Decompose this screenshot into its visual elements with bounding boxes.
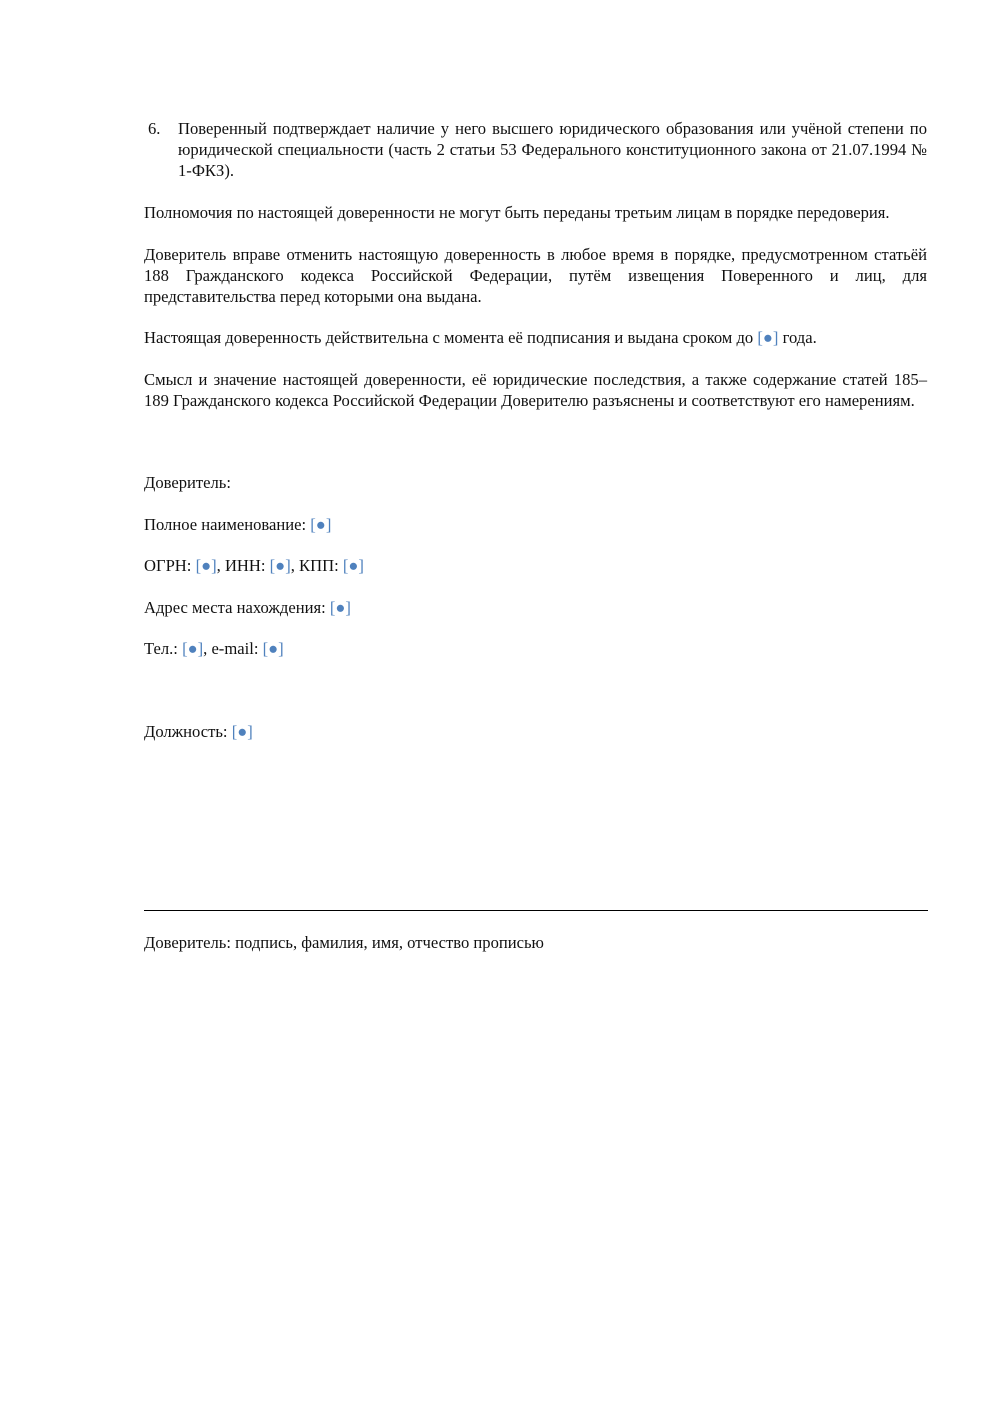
phone-label: Тел.: — [144, 639, 183, 658]
inn-placeholder: [●] — [269, 556, 291, 575]
spacer — [144, 431, 927, 472]
principal-full-name — [144, 514, 927, 535]
kpp-placeholder: [●] — [342, 556, 364, 575]
list-item-text: Поверенный подтверждает наличие у него высшего юридического образования или учёной степени по юридической специальности (часть 2 статьи 53 Федерального конституционного закона от 21.07.1994 № 1-ФКЗ). — [178, 119, 927, 180]
address-placeholder: [●] — [329, 597, 351, 617]
principal-registration-numbers — [144, 555, 927, 576]
list-item-6 — [144, 118, 927, 181]
address-label: Адрес места нахождения: — [144, 597, 330, 617]
signature-caption: Доверитель: подпись, фамилия, имя, отчество прописью — [144, 933, 544, 952]
list-item-number: 6. — [148, 119, 161, 138]
validity-text: Настоящая доверенность действительна с момента её подписания и выдана сроком до — [144, 328, 758, 347]
paragraph-validity — [144, 327, 927, 348]
principal-heading: Доверитель: — [144, 473, 231, 492]
principal-position — [144, 721, 927, 742]
position-label: Должность: — [144, 721, 232, 741]
principal-address — [144, 597, 927, 618]
principal-contacts — [144, 638, 927, 659]
document-body — [144, 118, 927, 762]
full-name-label: Полное наименование: — [144, 514, 311, 534]
ogrn-placeholder: [●] — [195, 556, 217, 575]
spacer — [144, 680, 927, 721]
full-name-placeholder: [●] — [310, 514, 332, 534]
ogrn-label: ОГРН: — [144, 556, 196, 575]
phone-placeholder: [●] — [182, 639, 204, 658]
inn-label: , ИНН: — [216, 556, 270, 575]
paragraph-no-substitution: Полномочия по настоящей доверенности не могут быть переданы третьим лицам в порядке передоверия. — [144, 203, 890, 222]
kpp-label: , КПП: — [290, 556, 343, 575]
email-label: , e-mail: — [203, 639, 263, 658]
validity-placeholder: [●] — [757, 328, 779, 347]
paragraph-meaning: Смысл и значение настоящей доверенности, её юридические последствия, а также содержание статей 185–189 Гражданского кодекса Российской Федерации Доверителю разъяснены и соответствуют его намерениям. — [144, 369, 927, 410]
paragraph-revocation: Доверитель вправе отменить настоящую доверенность в любое время в порядке, предусмотренном статьёй 188 Гражданского кодекса Российской Федерации, путём извещения Поверенного и лиц, для представительства перед которыми она выдана. — [144, 244, 927, 306]
email-placeholder: [●] — [262, 639, 284, 658]
position-placeholder: [●] — [231, 721, 253, 741]
validity-suffix: года. — [778, 328, 817, 347]
signature-line — [144, 910, 928, 911]
